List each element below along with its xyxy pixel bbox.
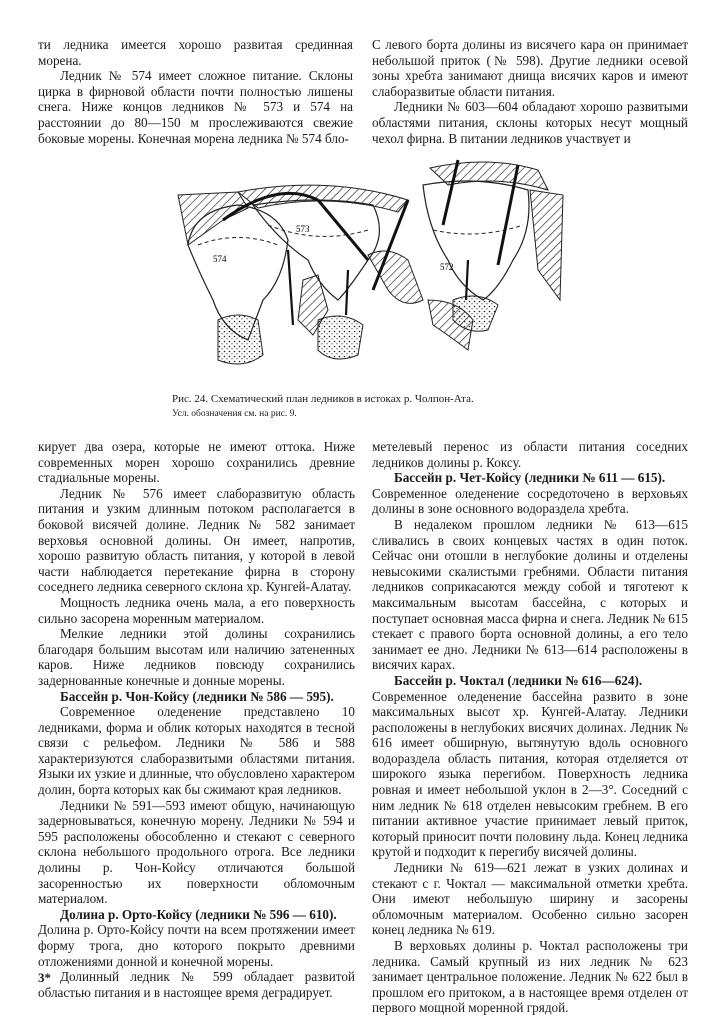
paragraph: Современное оледенение бассейна развито в зоне максимальных высот хр. Кунгей-Алатау. Ледники расположены в неглубоких висячих долинах. Ледник № 616 имеет обширную, вытянутую вдоль основного водораздела область питания, которая отделяется от широкого языка перегибом. Поверхность ледника ровная и имеет небольшой уклон в 2—3°. Соседний с ним ледник № 618 отделен невысоким гребнем. В его питании активное участие принимает левый приток, который приносит почти половину льда. Конец ледника крутой и подходит к перегибу висячей долины. bbox=[372, 688, 688, 860]
section-heading: Долина р. Орто-Койсу (ледники № 596 — 610). bbox=[60, 906, 337, 922]
paragraph: Современное оледенение представлено 10 ледниками, форма и облик которых находятся в тесной связи с рельефом. Ледники № 586 и 588 характеризуются слаборазвитыми областями питания. Языки их узкие и длинные, что обусловлено характером долин, борта которых как бы сжимают края ледников. bbox=[38, 704, 355, 798]
caption-note: Усл. обозначения см. на рис. 9. bbox=[172, 409, 297, 419]
paragraph: Ледники № 591—593 имеют общую, начинающую задерновываться, конечную морену. Ледники № 594 и 595 расположены обособленно и стекают с северного склона небольшого продольного отрога. Все ледники долины р. Чон-Койсу отличаются большой засоренностью их поверхности обломочным материалом. bbox=[38, 797, 355, 907]
label-glacier-572: 572 bbox=[440, 262, 454, 272]
right-column bbox=[372, 439, 688, 1016]
paragraph: С левого борта долины из висячего кара он принимает небольшой приток (№ 598). Другие ледники осевой зоны хребта занимают днища висячих каров и имеют слаборазвитые области питания. bbox=[372, 37, 688, 99]
label-glacier-573: 573 bbox=[296, 224, 310, 234]
paragraph: Мелкие ледники этой долины сохранились благодаря большим высотам или наличию затененных каров. Ниже ледников повсюду сохранились задернованные конечные и донные морены. bbox=[38, 626, 355, 688]
paragraph: Мощность ледника очень мала, а его поверхность сильно засорена моренным материалом. bbox=[38, 594, 355, 626]
paragraph: кирует два озера, которые не имеют оттока. Ниже современных морен хорошо сохранились древние стадиальные морены. bbox=[38, 439, 355, 486]
ridge-hatch-far-east bbox=[530, 190, 563, 300]
paragraph: Ледник № 576 имеет слаборазвитую область питания и узким длинным потоком располагается в боковой висячей долине. Ледник № 582 занимает верховья основной долины. Он имеет, напротив, хорошо развитую область питания, у которой в левой части наблюдается перетекание фирна в сторону соседнего ледника северного склона хр. Кунгей-Алатау. bbox=[38, 485, 355, 595]
glacier-572-outline bbox=[423, 181, 529, 300]
label-glacier-574: 574 bbox=[213, 254, 227, 264]
top-left-column bbox=[38, 37, 353, 146]
top-right-column bbox=[372, 37, 688, 146]
paragraph: Ледники № 603—604 обладают хорошо развитыми областями питания, склоны которых несут мощный чехол фирна. В питании ледников участвует и bbox=[372, 99, 688, 146]
paragraph: Долинный ледник № 599 обладает развитой областью питания и в настоящее время деградирует. bbox=[38, 969, 355, 1000]
firn-line-572 bbox=[433, 225, 523, 234]
ridge-hatch-west bbox=[178, 192, 248, 245]
ridge-hatch-east bbox=[430, 162, 548, 190]
paragraph: Долина р. Орто-Койсу почти на всем протяжении имеет форму трога, дно которого покрыто древними отложениями донной и конечной морены. bbox=[38, 922, 355, 969]
paragraph: метелевый перенос из области питания соседних ледников долины р. Коксу. bbox=[372, 439, 688, 470]
paragraph: ти ледника имеется хорошо развитая срединная морена. bbox=[38, 37, 353, 68]
paragraph: Ледник № 574 имеет сложное питание. Склоны цирка в фирновой области почти полностью лишены снега. Ниже концов ледников № 573 и 574 на расстоянии до 80—150 м прослеживаются свежие боковые морены. Конечная морена ледника № 574 бло- bbox=[38, 68, 353, 146]
paragraph: Современное оледенение сосредоточено в верховьях долины в зоне основного водораздела хребта. bbox=[372, 485, 688, 517]
moraine-east bbox=[453, 296, 498, 331]
firn-line-573 bbox=[268, 225, 368, 236]
ridge-hatch-center bbox=[368, 251, 423, 303]
page-number: 3* bbox=[38, 970, 51, 985]
moraine-center bbox=[318, 316, 363, 359]
left-column bbox=[38, 439, 355, 1000]
section-heading: Бассейн р. Чет-Койсу (ледники № 611 — 615). bbox=[394, 470, 666, 486]
caption-title: Рис. 24. Схематический план ледников в истоках р. Чолпон-Ата. bbox=[172, 393, 474, 405]
glacier-map-figure bbox=[168, 150, 570, 385]
figure-caption bbox=[172, 393, 474, 421]
paragraph: В верховьях долины р. Чоктал расположены три ледника. Самый крупный из них ледник № 623 занимает центральное положение. Ледник № 622 был в прошлом его притоком, а в настоящее время отделен от первого мощной моренной грядой. bbox=[372, 938, 688, 1016]
paragraph: Ледники № 619—621 лежат в узких долинах и стекают с г. Чоктал — максимальной отметки хребта. Они имеют небольшую ширину и засорены обломочным материалом. Особенно сильно засорен конец ледника № 619. bbox=[372, 860, 688, 938]
paragraph: В недалеком прошлом ледники № 613—615 сливались в своих концевых частях в один поток. Сейчас они отошли в неглубокие долины и отделены невысокими скалистыми гребнями. Области питания ледников соприкасаются между собой и тяготеют к максимальным высотам бассейна, с которых и поступает основная масса фирна и снега. Ледник № 615 стекает с правого борта основной долины, а его тело занимает ее дно. Ледники № 613—614 расположены в висячих карах. bbox=[372, 516, 688, 673]
section-heading: Бассейн р. Чон-Койсу (ледники № 586 — 595). bbox=[60, 688, 334, 704]
section-heading: Бассейн р. Чоктал (ледники № 616—624). bbox=[394, 672, 643, 688]
firn-line-574 bbox=[198, 238, 278, 246]
